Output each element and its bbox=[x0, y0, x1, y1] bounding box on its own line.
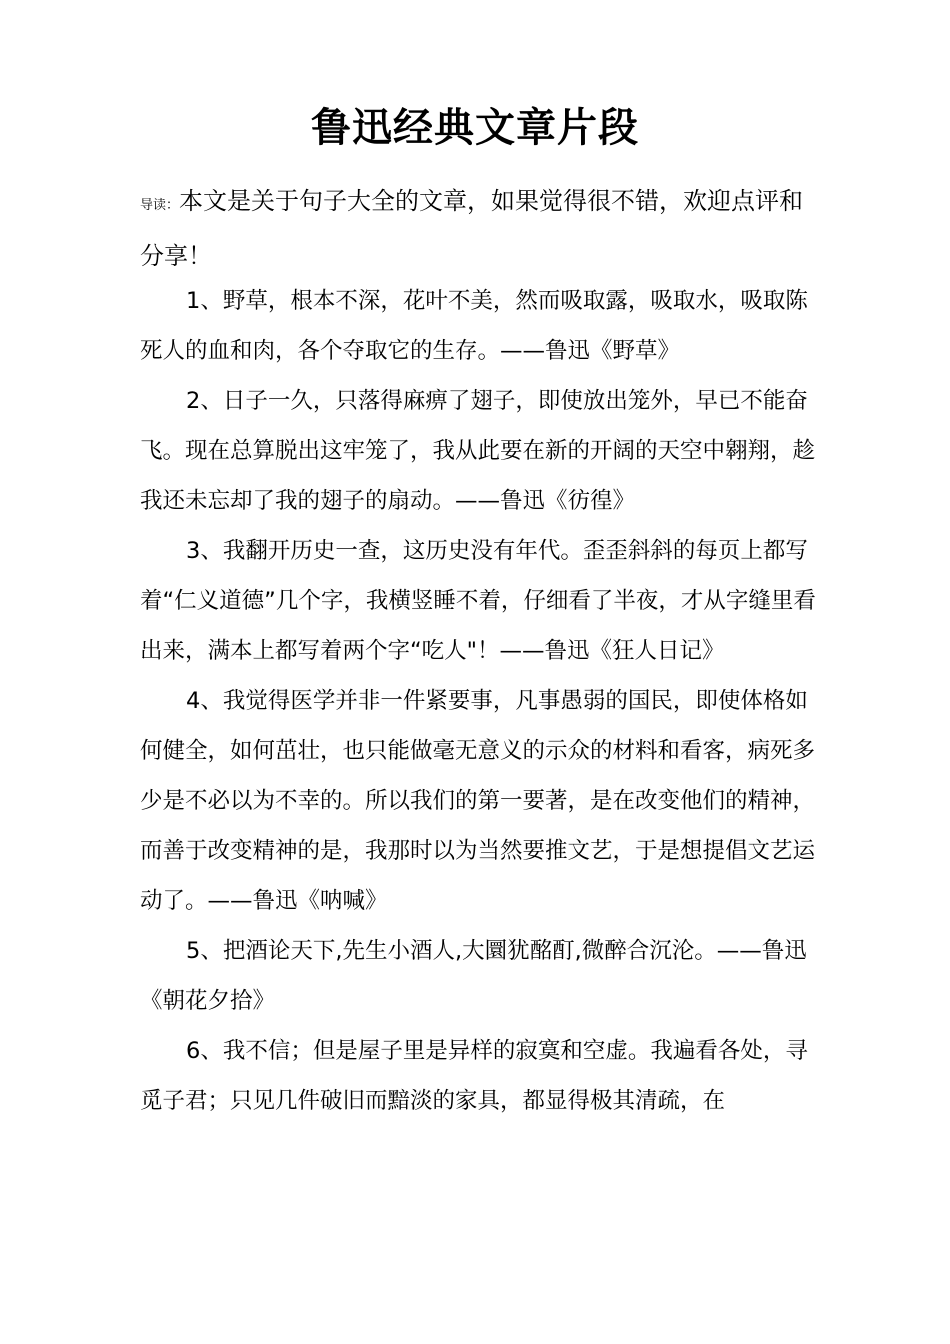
article-body bbox=[140, 276, 825, 1126]
paragraph-5: 5、把酒论天下,先生小酒人,大圜犹酩酊,微醉合沉沦。——鲁迅《朝花夕拾》 bbox=[140, 938, 807, 1014]
paragraph-1: 1、野草，根本不深，花叶不美，然而吸取露，吸取水，吸取陈死人的血和肉，各个夺取它的生存。——鲁迅《野草》 bbox=[140, 288, 808, 364]
paragraph-3: 3、我翻开历史一查，这历史没有年代。歪歪斜斜的每页上都写着“仁义道德”几个字，我横竖睡不着，仔细看了半夜，才从字缝里看出来，满本上都写着两个字“吃人"！——鲁迅《狂人日记》 bbox=[140, 538, 816, 664]
page-title: 鲁迅经典文章片段 bbox=[311, 105, 639, 151]
paragraph-4: 4、我觉得医学并非一件紧要事，凡事愚弱的国民，即使体格如何健全，如何茁壮，也只能做毫无意义的示众的材料和看客，病死多少是不必以为不幸的。所以我们的第一要著，是在改变他们的精神，而善于改变精神的是，我那时以为当然要推文艺，于是想提倡文艺运动了。——鲁迅《呐喊》 bbox=[140, 688, 816, 914]
paragraph-6: 6、我不信；但是屋子里是异样的寂寞和空虚。我遍看各处，寻觅子君；只见几件破旧而黯淡的家具，都显得极其清疏，在 bbox=[140, 1038, 808, 1114]
intro-text: 本文是关于句子大全的文章，如果觉得很不错，欢迎点评和分享！ bbox=[140, 187, 804, 270]
paragraph-2: 2、日子一久，只落得麻痹了翅子，即使放出笼外，早已不能奋飞。现在总算脱出这牢笼了，我从此要在新的开阔的天空中翱翔，趁我还未忘却了我的翅子的扇动。——鲁迅《彷徨》 bbox=[140, 388, 816, 514]
intro-lead-label: 导读： bbox=[140, 198, 180, 213]
intro-paragraph bbox=[140, 176, 820, 281]
